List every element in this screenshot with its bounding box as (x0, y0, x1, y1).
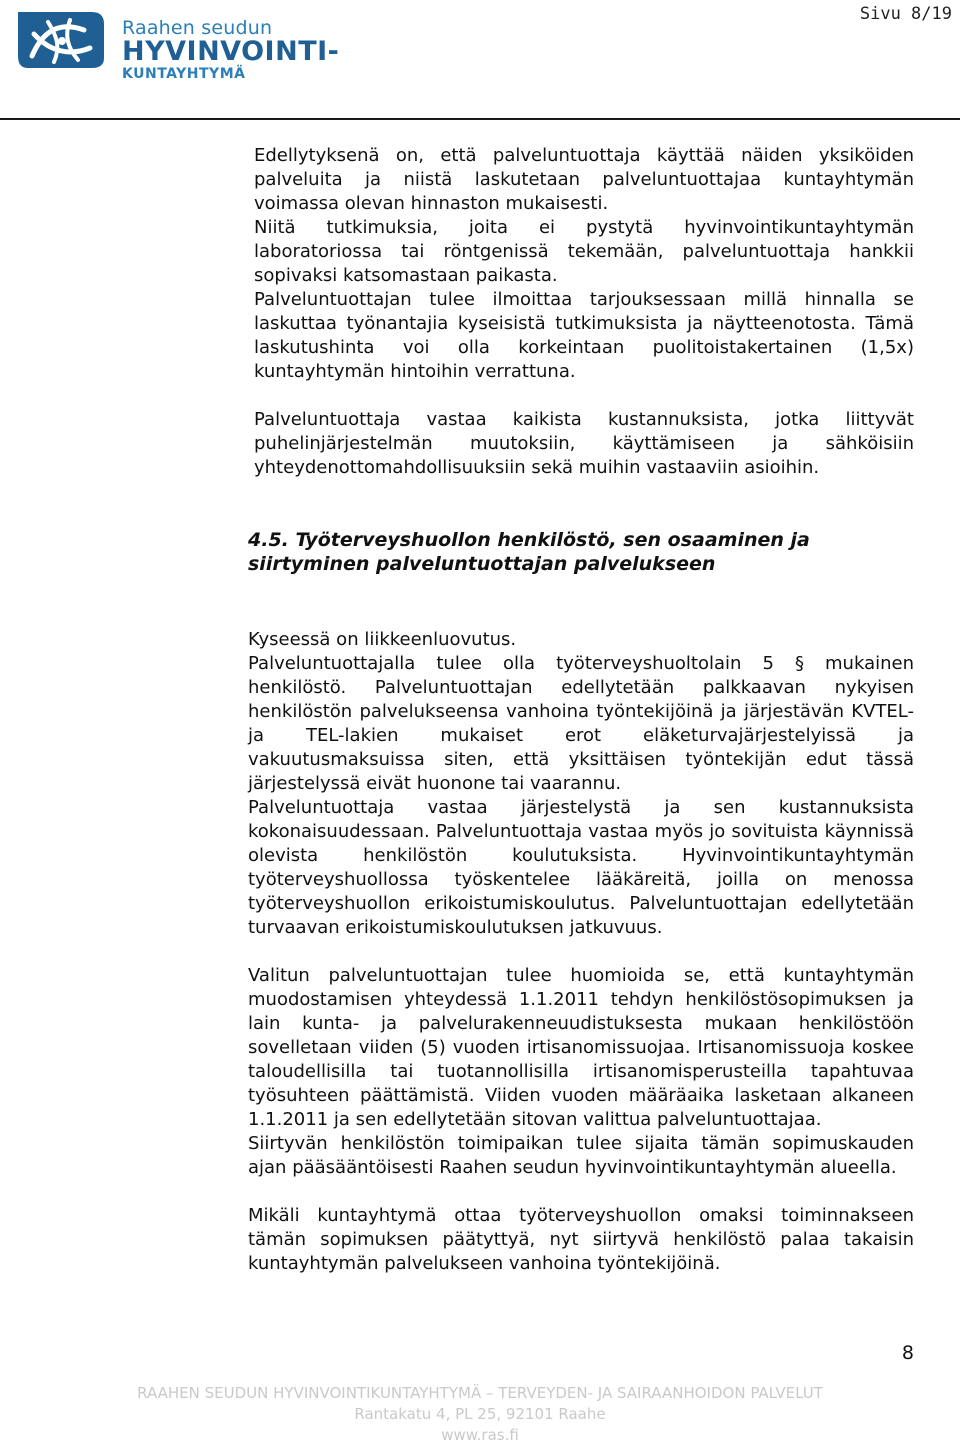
footer-address: Rantakatu 4, PL 25, 92101 Raahe (354, 1405, 606, 1423)
paragraph: Mikäli kuntayhtymä ottaa työterveyshuollon omaksi toiminnakseen tämän sopimuksen päätyttyä, nyt siirtyvä henkilöstö palaa takaisin kuntayhtymän palvelukseen vanhoina työntekijöinä. (248, 1205, 914, 1274)
logo-line-3: KUNTAYHTYMÄ (122, 66, 246, 82)
paragraph: Palveluntuottaja vastaa kaikista kustannuksista, jotka liittyvät puhelinjärjestelmän muutoksiin, käyttämiseen ja sähköisiin yhteydenottomahdollisuuksiin sekä muihin vastaaviin asioihin. (254, 409, 914, 478)
page-indicator: Sivu 8/19 (859, 4, 952, 24)
footer (0, 1383, 960, 1446)
logo-line-1: Raahen seudun (122, 17, 273, 39)
page-number: 8 (901, 1342, 914, 1364)
paragraph-block-2 (254, 408, 914, 480)
paragraph: Palveluntuottajan tulee ilmoittaa tarjouksessaan millä hinnalla se laskuttaa työnantajia kyseisistä tutkimuksista ja näytteenotosta. Tämä laskutushinta voi olla korkeintaan puolitoistakertainen (1,5x) kuntayhtymän hintoihin verrattuna. (254, 289, 914, 382)
paragraph-block-4 (248, 964, 914, 1180)
footer-website: www.ras.fi (441, 1426, 519, 1444)
paragraph: Valitun palveluntuottajan tulee huomioida se, että kuntayhtymän muodostamisen yhteydessä 1.1.2011 tehdyn henkilöstösopimuksen ja lain kunta- ja palvelurakenneuudistuksesta mukaan henkilöstöön sovelletaan viiden (5) vuoden irtisanomissuojaa. Irtisanomissuoja koskee taloudellisilla tai tuotannollisilla irtisanomisperusteilla tapahtuvaa työsuhteen päättämistä. Viiden vuoden määräaika lasketaan alkaneen 1.1.2011 ja sen edellytetään sitovan valittua palveluntuottajaa. (248, 965, 914, 1130)
footer-organization: RAAHEN SEUDUN HYVINVOINTIKUNTAYHTYMÄ – TERVEYDEN- JA SAIRAANHOIDON PALVELUT (137, 1384, 823, 1402)
knot-logo-icon (14, 8, 106, 70)
paragraph-block-1 (254, 144, 914, 384)
logo-wordmark (122, 18, 339, 82)
logo-line-2: HYVINVOINTI- (122, 36, 340, 67)
section-heading: 4.5. Työterveyshuollon henkilöstö, sen osaaminen ja siirtyminen palveluntuottajan palvelukseen (248, 529, 810, 575)
letterhead (14, 8, 340, 82)
paragraph: Niitä tutkimuksia, joita ei pystytä hyvinvointikuntayhtymän laboratoriossa tai röntgenissä tekemään, palveluntuottaja hankkii sopivaksi katsomastaan paikasta. (254, 217, 914, 286)
paragraph: Kyseessä on liikkeenluovutus. (248, 629, 517, 650)
paragraph-block-5 (248, 1204, 914, 1276)
paragraph: Edellytyksenä on, että palveluntuottaja käyttää näiden yksiköiden palveluita ja niistä laskutetaan palveluntuottajaa kuntayhtymän voimassa olevan hinnaston mukaisesti. (254, 145, 914, 214)
paragraph: Siirtyvän henkilöstön toimipaikan tulee sijaita tämän sopimuskauden ajan pääsääntöisesti Raahen seudun hyvinvointikuntayhtymän alueella. (248, 1133, 914, 1178)
header-divider (0, 118, 960, 120)
paragraph: Palveluntuottaja vastaa järjestelystä ja sen kustannuksista kokonaisuudessaan. Palveluntuottaja vastaa myös jo sovituista käynnissä olevista henkilöstön koulutuksista. Hyvinvointikuntayhtymän työterveyshuollossa työskentelee lääkäreitä, joilla on menossa työterveyshuollon erikoistumiskoulutus. Palveluntuottajan edellytetään turvaavan erikoistumiskoulutuksen jatkuvuus. (248, 797, 914, 938)
paragraph-block-3 (248, 628, 914, 940)
paragraph: Palveluntuottajalla tulee olla työterveyshuoltolain 5 § mukainen henkilöstö. Palveluntuottajan edellytetään palkkaavan nykyisen henkilöstön palvelukseensa vanhoina työntekijöinä ja järjestävän KVTEL- ja TEL-lakien mukaiset erot eläketurvajärjestelyissä ja vakuutusmaksuissa siten, että yksittäisen työntekijän edut tässä järjestelyssä eivät huonone tai vaarannu. (248, 653, 914, 794)
